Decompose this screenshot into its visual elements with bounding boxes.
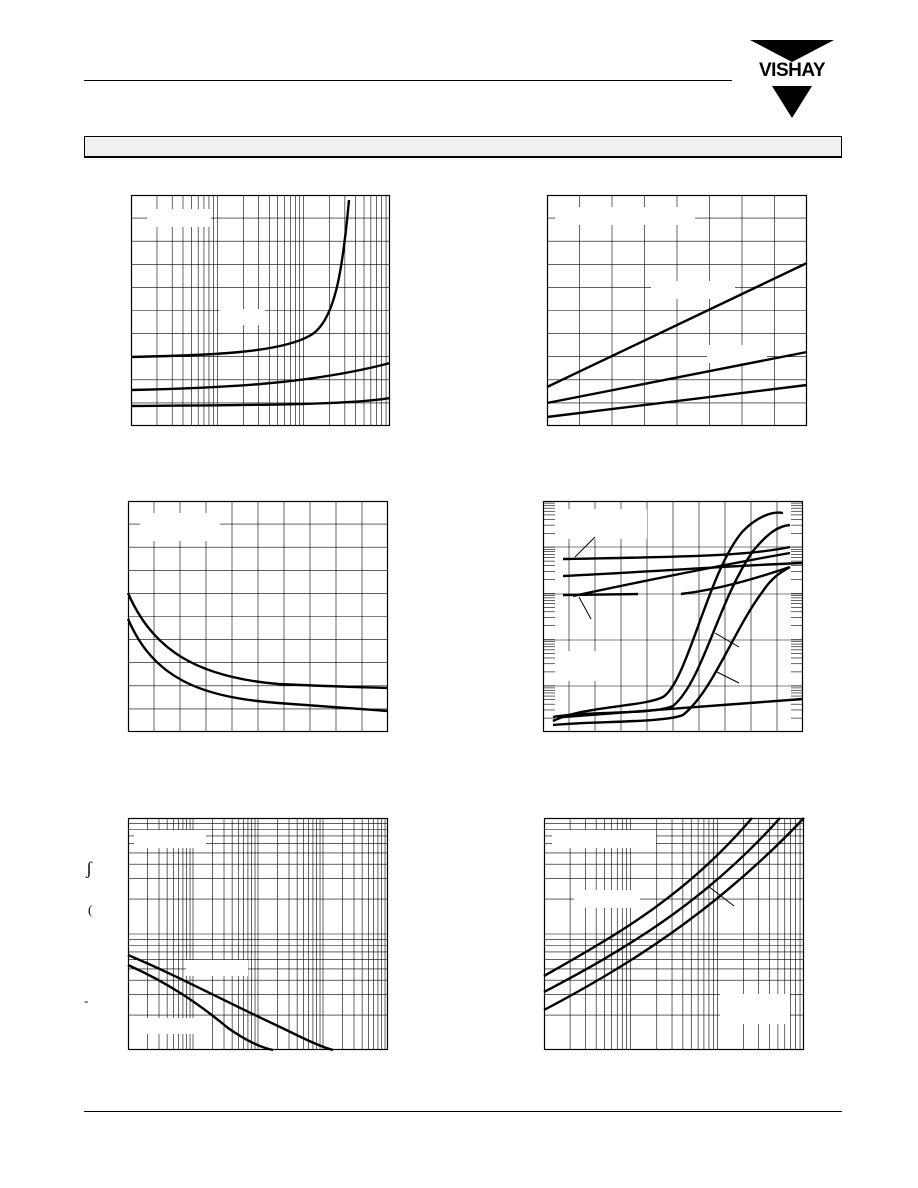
fig5-label-box-2 xyxy=(140,1018,196,1034)
fig5-label-box-1 xyxy=(186,960,248,976)
stray-mark-1: ʃ xyxy=(86,858,92,878)
fig3-legend-box xyxy=(140,513,220,541)
fig1-label-box xyxy=(219,309,265,325)
fig2-label-box-2 xyxy=(707,345,767,363)
chart-fig2 xyxy=(547,195,807,426)
fig6-label-box-2 xyxy=(720,994,790,1024)
fig5-legend-box xyxy=(134,830,206,848)
chart-fig4 xyxy=(543,501,803,732)
chart-fig6 xyxy=(544,818,804,1050)
fig4-label-box xyxy=(561,651,615,681)
fig1-legend-box xyxy=(147,209,211,227)
header-rule xyxy=(84,80,732,81)
fig4-flat-4 xyxy=(563,594,638,595)
chart-fig1 xyxy=(131,195,390,426)
stray-mark-3: - xyxy=(84,993,89,1008)
logo-text: VISHAY xyxy=(759,60,825,81)
section-header-bar xyxy=(84,136,842,158)
chart-fig3 xyxy=(128,501,388,732)
stray-mark-2: ( xyxy=(88,902,93,917)
chart-fig5 xyxy=(128,818,388,1050)
fig6-label-box-1 xyxy=(574,890,640,908)
logo-bottom-triangle xyxy=(772,86,812,118)
footer-rule xyxy=(84,1111,842,1112)
fig2-label-box-1 xyxy=(651,281,735,299)
fig4-legend-box xyxy=(561,509,647,539)
logo-top-triangle xyxy=(750,40,834,62)
fig6-legend-box xyxy=(552,830,656,848)
fig2-legend-box xyxy=(555,207,695,225)
